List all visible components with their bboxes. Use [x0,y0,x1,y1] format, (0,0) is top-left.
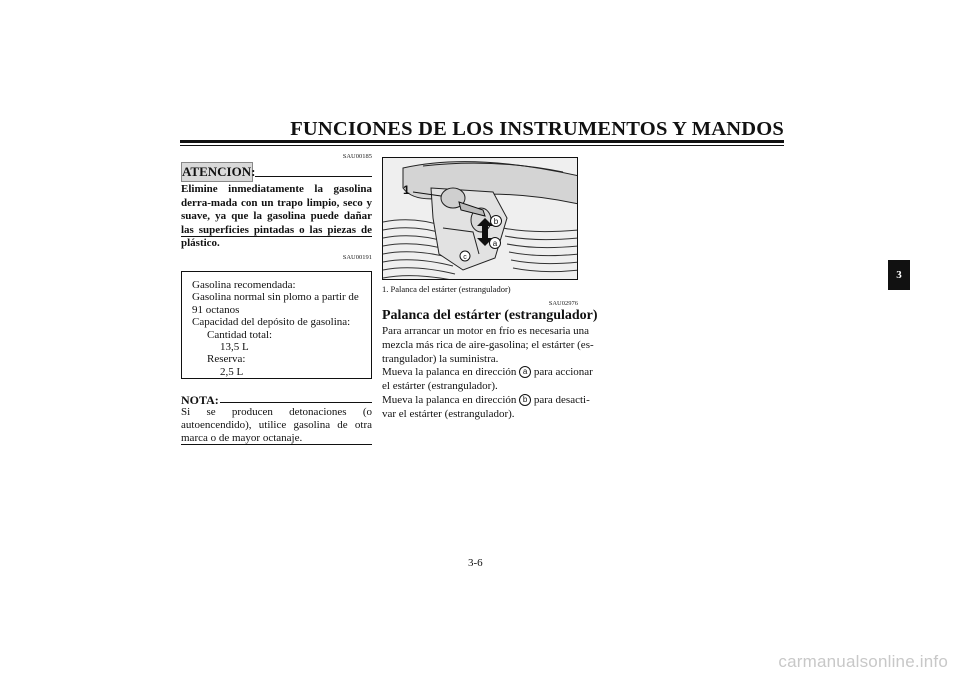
body-line: el estárter (estrangulador). [382,380,498,393]
figure-mark-b: b [493,217,499,226]
fuel-spec-box [181,271,372,379]
nota-text: Si se producen detonaciones (o autoencendido), utilice gasolina de otra marca o de mayor octanaje. [181,406,372,444]
spec-line: Cantidad total: [207,328,273,341]
circled-letter-b: b [519,394,531,406]
section-title: Palanca del estárter (estrangulador) [382,308,598,323]
spec-line: Capacidad del depósito de gasolina: [192,316,351,329]
body-line: var el estárter (estrangulador). [382,407,515,420]
atencion-rule [255,176,372,177]
chapter-tab: 3 [888,260,910,290]
choke-lever-illustration [383,158,578,280]
spec-value: 2,5 L [220,365,244,378]
spec-line: Gasolina normal sin plomo a partir de [192,291,359,304]
choke-instructions [382,325,594,422]
nota-rule [220,402,372,403]
spec-line: 91 octanos [192,303,240,316]
spec-line: Reserva: [207,353,246,366]
body-line: Para arrancar un motor en frío es necesaria una [382,325,590,337]
atencion-badge: ATENCION: [181,162,253,182]
atencion-bottom-rule [181,236,372,237]
spec-line: Gasolina recomendada: [192,279,296,291]
header-rule [180,140,784,143]
body-line: Mueva la palanca en dirección b para desacti- [382,393,590,406]
section-code: SAU02976 [548,300,578,307]
choke-lever-figure [382,157,578,280]
page-title: FUNCIONES DE LOS INSTRUMENTOS Y MANDOS [290,118,784,140]
figure-mark-c: c [463,254,467,261]
body-line: Mueva la palanca en dirección a para accionar [382,366,593,379]
spec-value: 13,5 L [220,341,249,354]
figure-mark-a: a [492,239,498,248]
body-line: trangulador) la suministra. [382,352,499,365]
nota-label: NOTA: [181,393,219,407]
figure-caption: 1. Palanca del estárter (estrangulador) [382,284,511,294]
watermark: carmanualsonline.info [778,652,948,671]
section-code: SAU00185 [342,153,372,160]
section-code: SAU00191 [342,254,372,261]
page-number: 3-6 [468,557,483,569]
atencion-text: Elimine inmediatamente la gasolina derra-mada con un trapo limpio, seco y suave, ya que la gasolina puede dañar las superficies pintadas o las piezas de plástico. [181,183,372,249]
header-rule-thin [180,145,784,146]
nota-bottom-rule [181,444,372,445]
body-line: mezcla más rica de aire-gasolina; el estárter (es- [382,338,594,351]
circled-letter-a: a [519,366,531,378]
figure-callout-1: 1 [403,183,410,197]
